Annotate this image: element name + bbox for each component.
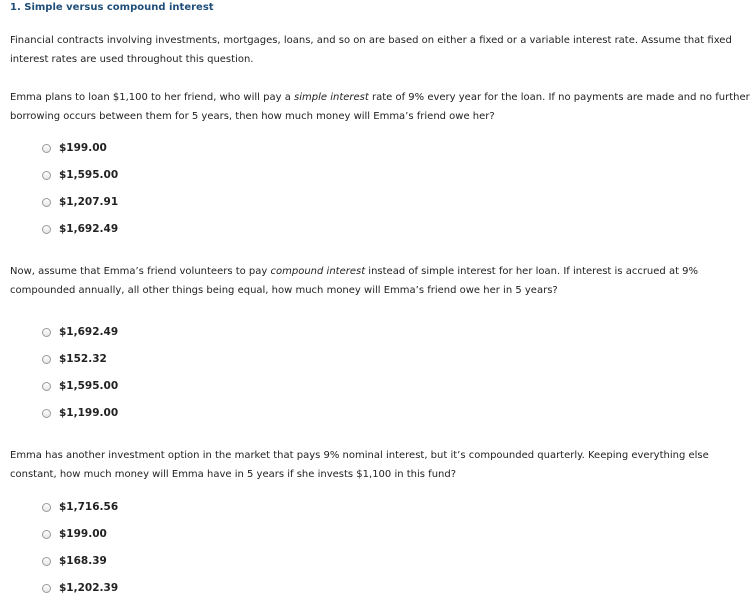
q1-option-1[interactable]: $199.00 <box>42 141 107 155</box>
question-3-text: Emma has another investment option in the market that pays 9% nominal interest, but it’s compounded quarterly. Keeping everything else constant, how much money will Emma have in 5 years if she invests $1,100 in this fund? <box>10 450 709 480</box>
radio-button[interactable] <box>42 530 51 539</box>
q3-option-1[interactable]: $1,716.56 <box>42 500 118 514</box>
radio-button[interactable] <box>42 144 51 153</box>
q1-option-3[interactable]: $1,207.91 <box>42 195 118 209</box>
page-title: 1. Simple versus compound interest <box>10 2 214 13</box>
q2-option-3[interactable]: $1,595.00 <box>42 379 118 393</box>
q2-option-1[interactable]: $1,692.49 <box>42 325 118 339</box>
radio-button[interactable] <box>42 584 51 593</box>
radio-button[interactable] <box>42 409 51 418</box>
radio-button[interactable] <box>42 557 51 566</box>
q3-option-3[interactable]: $168.39 <box>42 554 107 568</box>
q1-option-4[interactable]: $1,692.49 <box>42 222 118 236</box>
q3-option-2[interactable]: $199.00 <box>42 527 107 541</box>
radio-button[interactable] <box>42 328 51 337</box>
radio-button[interactable] <box>42 225 51 234</box>
radio-button[interactable] <box>42 382 51 391</box>
radio-button[interactable] <box>42 503 51 512</box>
q3-option-4[interactable]: $1,202.39 <box>42 581 118 595</box>
q2-option-4[interactable]: $1,199.00 <box>42 406 118 420</box>
radio-button[interactable] <box>42 198 51 207</box>
question-1-text: Emma plans to loan $1,100 to her friend, who will pay a simple interest rate of 9% every year for the loan. If no payments are made and no further borrowing occurs between them for 5 years, then how much money will Emma’s friend owe her? <box>10 92 750 122</box>
q1-option-2[interactable]: $1,595.00 <box>42 168 118 182</box>
intro-text: Financial contracts involving investments, mortgages, loans, and so on are based on either a fixed or a variable interest rate. Assume that fixed interest rates are used throughout this question. <box>10 35 732 65</box>
radio-button[interactable] <box>42 355 51 364</box>
radio-button[interactable] <box>42 171 51 180</box>
q2-option-2[interactable]: $152.32 <box>42 352 107 366</box>
question-2-text: Now, assume that Emma’s friend volunteers to pay compound interest instead of simple interest for her loan. If interest is accrued at 9% compounded annually, all other things being equal, how much money will Emma’s friend owe her in 5 years? <box>10 266 699 296</box>
